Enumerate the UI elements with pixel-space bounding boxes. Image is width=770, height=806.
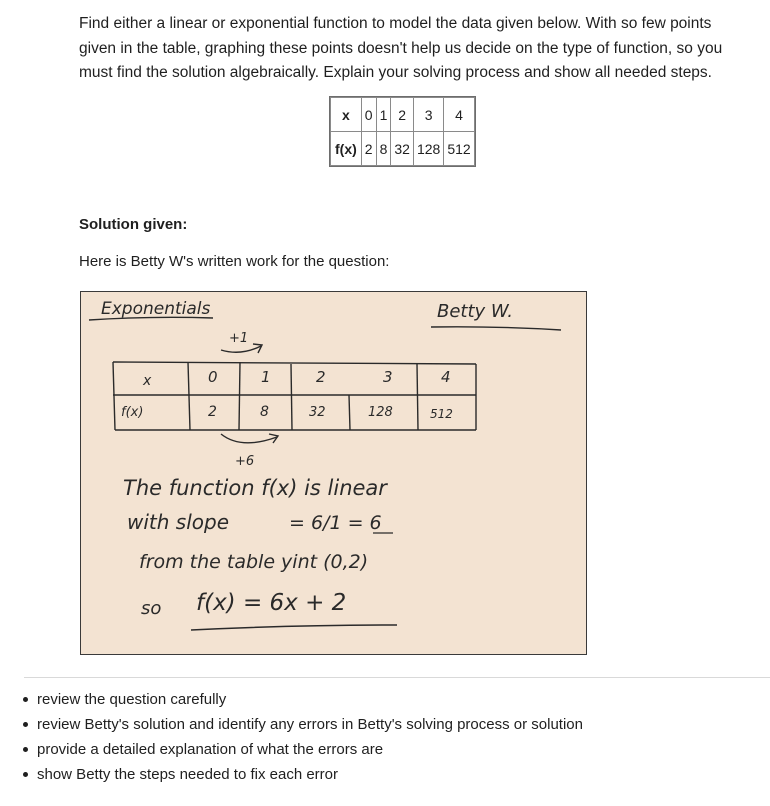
table-cell: 3 — [413, 98, 443, 132]
note-line-linear: The function f(x) is linear — [123, 476, 387, 500]
note-line-equation: f(x) = 6x + 2 — [196, 590, 347, 616]
table-header-x: x — [331, 98, 362, 132]
note-table-grid — [113, 362, 476, 430]
table-cell: 2 — [391, 98, 414, 132]
equation-underline — [191, 625, 397, 630]
solution-heading: Solution given: — [79, 216, 188, 233]
note-plus-one: +1 — [229, 331, 249, 346]
note-line-yint: from the table yint (0,2) — [139, 551, 369, 573]
table-cell: 0 — [361, 98, 376, 132]
list-item: show Betty the steps needed to fix each error — [22, 762, 583, 787]
note-table-cell: 32 — [309, 405, 326, 420]
note-table-x-label: x — [143, 373, 152, 389]
note-table-fx-label: f(x) — [121, 405, 144, 420]
list-item: provide a detailed explanation of what the errors are — [22, 737, 583, 762]
note-table-cell: 4 — [441, 368, 451, 386]
note-line-slope: with slope — [127, 510, 230, 534]
task-list — [22, 687, 583, 787]
solution-intro: Here is Betty W's written work for the question: — [79, 253, 390, 270]
table-header-fx: f(x) — [331, 132, 362, 166]
divider — [24, 677, 770, 678]
note-table-cell: 3 — [383, 368, 393, 386]
table-row — [331, 132, 475, 166]
note-author: Betty W. — [437, 301, 513, 322]
table-cell: 4 — [444, 98, 474, 132]
note-table-cell: 2 — [208, 404, 217, 420]
arrow-curve — [221, 346, 261, 352]
note-line-so: so — [141, 598, 162, 619]
table-cell: 2 — [361, 132, 376, 166]
table-cell: 1 — [376, 98, 391, 132]
note-table-cell: 512 — [430, 407, 453, 421]
data-table — [330, 97, 475, 166]
arrow-curve — [221, 434, 277, 443]
note-table-cell: 2 — [316, 368, 326, 386]
question-text: Find either a linear or exponential function to model the data given below. With so few points given in the table, graphing these points doesn't help us decide on the type of function, so you must find the solution algebraically. Explain your solving process and show all needed steps. — [79, 15, 723, 81]
table-row — [331, 98, 475, 132]
note-line-slope-value: = 6/1 = 6 — [289, 512, 382, 534]
note-table-cell: 128 — [368, 405, 393, 420]
note-title: Exponentials — [101, 299, 211, 319]
list-item: review Betty's solution and identify any errors in Betty's solving process or solution — [22, 712, 583, 737]
handwritten-note — [80, 291, 587, 655]
table-cell: 128 — [413, 132, 443, 166]
table-cell: 512 — [444, 132, 474, 166]
note-table-cell: 1 — [261, 368, 271, 386]
table-cell: 32 — [391, 132, 414, 166]
author-underline — [431, 327, 561, 330]
note-table-cell: 8 — [260, 404, 269, 420]
table-cell: 8 — [376, 132, 391, 166]
note-table-cell: 0 — [208, 368, 218, 386]
note-plus-six: +6 — [235, 454, 255, 469]
list-item: review the question carefully — [22, 687, 583, 712]
handwritten-work — [81, 292, 588, 656]
